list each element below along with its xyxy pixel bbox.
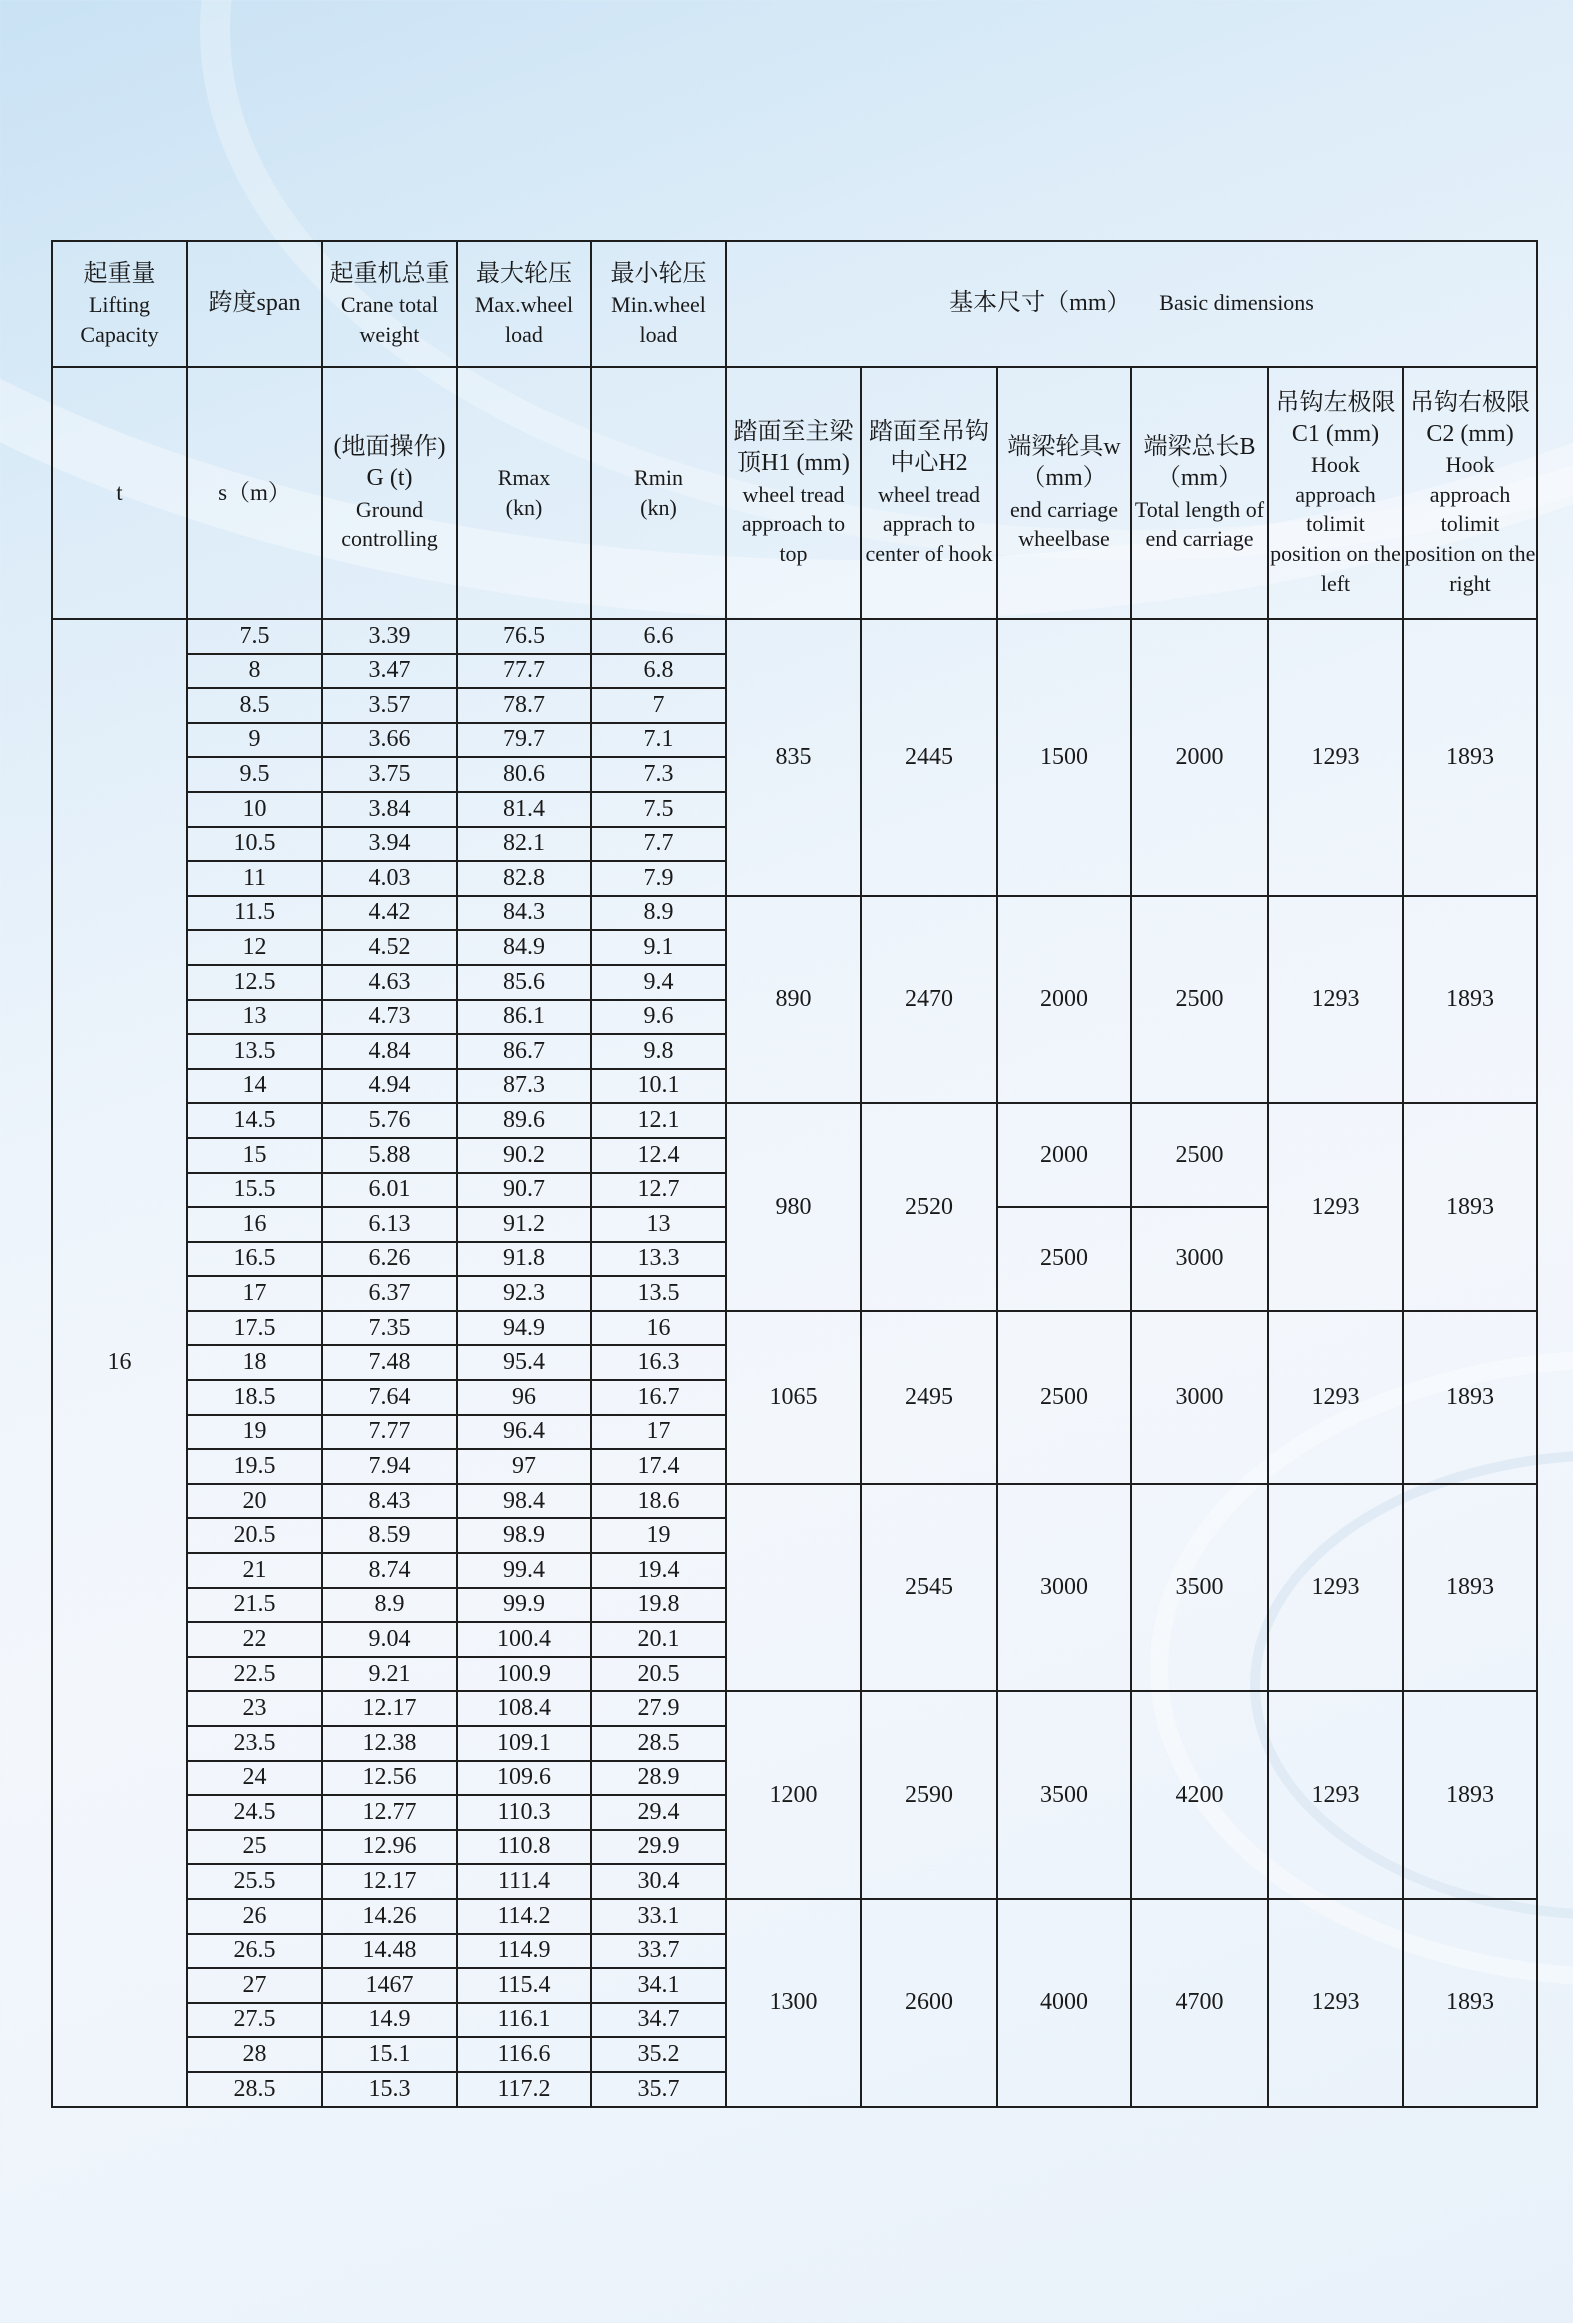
- span-cell: 12.5: [187, 965, 322, 1000]
- span-cell: 28.5: [187, 2072, 322, 2107]
- h1-value: 1200: [726, 1691, 861, 1899]
- span-cell: 19: [187, 1415, 322, 1450]
- rmax-cell: 82.8: [457, 861, 591, 896]
- weight-cell: 3.94: [322, 827, 457, 862]
- c1-value: 1293: [1268, 1103, 1403, 1311]
- rmin-cell: 17.4: [591, 1449, 726, 1484]
- basic-dimensions-en: Basic dimensions: [1159, 290, 1314, 316]
- rmax-cell: 80.6: [457, 757, 591, 792]
- c1-value: 1293: [1268, 619, 1403, 896]
- rmin-cell: 19.8: [591, 1588, 726, 1623]
- weight-cell: 3.84: [322, 792, 457, 827]
- span-cell: 15.5: [187, 1173, 322, 1208]
- rmax-cell: 91.8: [457, 1242, 591, 1277]
- c2-value: 1893: [1403, 619, 1537, 896]
- weight-cell: 8.9: [322, 1588, 457, 1623]
- span-cell: 22: [187, 1622, 322, 1657]
- rmax-cell: 79.7: [457, 723, 591, 758]
- rmin-cell: 7: [591, 688, 726, 723]
- rmin-cell: 10.1: [591, 1069, 726, 1104]
- span-cell: 28: [187, 2037, 322, 2072]
- span-cell: 20.5: [187, 1518, 322, 1553]
- rmax-cell: 82.1: [457, 827, 591, 862]
- weight-cell: 9.04: [322, 1622, 457, 1657]
- span-cell: 10: [187, 792, 322, 827]
- span-cell: 12: [187, 930, 322, 965]
- span-cell: 24: [187, 1761, 322, 1796]
- table-row: [52, 1899, 1537, 1934]
- b-value: 2500: [1131, 896, 1268, 1104]
- rmax-cell: 109.6: [457, 1761, 591, 1796]
- span-cell: 11: [187, 861, 322, 896]
- weight-cell: 8.43: [322, 1484, 457, 1519]
- w-value: 3000: [997, 1484, 1131, 1692]
- weight-cell: 4.94: [322, 1069, 457, 1104]
- c2-subheader: [1403, 367, 1537, 619]
- weight-subheader-zh: (地面操作) G (t): [333, 434, 446, 492]
- span-cell: 26.5: [187, 1934, 322, 1969]
- h2-zh: 踏面至吊钩中心H2: [869, 419, 989, 477]
- weight-cell: 6.26: [322, 1242, 457, 1277]
- rmin-cell: 35.7: [591, 2072, 726, 2107]
- span-cell: 16.5: [187, 1242, 322, 1277]
- w-value: 1500: [997, 619, 1131, 896]
- max-load-header-zh: 最大轮压: [476, 260, 572, 287]
- span-cell: 9: [187, 723, 322, 758]
- rmin-cell: 8.9: [591, 896, 726, 931]
- rmax-cell: 116.6: [457, 2037, 591, 2072]
- rmax-cell: 84.3: [457, 896, 591, 931]
- weight-cell: 3.57: [322, 688, 457, 723]
- span-cell: 19.5: [187, 1449, 322, 1484]
- table-row: [52, 1691, 1537, 1726]
- rmax-cell: 97: [457, 1449, 591, 1484]
- rmax-cell: 100.9: [457, 1657, 591, 1692]
- weight-cell: 4.63: [322, 965, 457, 1000]
- span-cell: 8.5: [187, 688, 322, 723]
- span-cell: 21.5: [187, 1588, 322, 1623]
- rmin-cell: 17: [591, 1415, 726, 1450]
- rmax-unit: (kn): [505, 495, 543, 520]
- c1-zh: 吊钩左极限C1 (mm): [1275, 389, 1396, 447]
- h1-value: 835: [726, 619, 861, 896]
- c1-subheader: [1268, 367, 1403, 619]
- max-load-header: [457, 241, 591, 367]
- h2-en: wheel tread apprach to center of hook: [865, 481, 993, 567]
- span-cell: 24.5: [187, 1795, 322, 1830]
- header-row: [52, 241, 1537, 367]
- span-cell: 7.5: [187, 619, 322, 654]
- b-value: 3500: [1131, 1484, 1268, 1692]
- weight-cell: 4.03: [322, 861, 457, 896]
- weight-cell: 12.96: [322, 1830, 457, 1865]
- h1-value: 980: [726, 1103, 861, 1311]
- table-row: [52, 1311, 1537, 1346]
- w-subheader: [997, 367, 1131, 619]
- b-subheader: [1131, 367, 1268, 619]
- rmin-cell: 16: [591, 1311, 726, 1346]
- rmin-label: Rmin: [634, 465, 683, 491]
- crane-spec-table: [51, 240, 1538, 2108]
- rmin-cell: 33.1: [591, 1899, 726, 1934]
- rmax-cell: 95.4: [457, 1345, 591, 1380]
- rmin-cell: 29.4: [591, 1795, 726, 1830]
- rmin-cell: 7.1: [591, 723, 726, 758]
- rmin-cell: 27.9: [591, 1691, 726, 1726]
- weight-cell: 3.75: [322, 757, 457, 792]
- rmax-cell: 110.8: [457, 1830, 591, 1865]
- b-value: 4200: [1131, 1691, 1268, 1899]
- rmin-cell: 18.6: [591, 1484, 726, 1519]
- rmin-cell: 7.3: [591, 757, 726, 792]
- rmax-cell: 86.7: [457, 1034, 591, 1069]
- weight-cell: 5.76: [322, 1103, 457, 1138]
- weight-cell: 14.9: [322, 2003, 457, 2038]
- table-row: [52, 1103, 1537, 1138]
- rmin-cell: 12.4: [591, 1138, 726, 1173]
- weight-cell: 12.56: [322, 1761, 457, 1796]
- span-header-zh: 跨度span: [208, 290, 301, 317]
- h1-value: 1300: [726, 1899, 861, 2107]
- rmax-cell: 77.7: [457, 654, 591, 689]
- rmin-cell: 33.7: [591, 1934, 726, 1969]
- w-en: end carriage wheelbase: [1009, 496, 1119, 552]
- weight-cell: 3.39: [322, 619, 457, 654]
- span-cell: 25: [187, 1830, 322, 1865]
- rmin-cell: 20.1: [591, 1622, 726, 1657]
- rmax-cell: 115.4: [457, 1968, 591, 2003]
- rmin-cell: 35.2: [591, 2037, 726, 2072]
- h1-subheader: [726, 367, 861, 619]
- basic-dimensions-zh: 基本尺寸（mm）: [949, 290, 1131, 317]
- weight-cell: 14.26: [322, 1899, 457, 1934]
- rmax-cell: 100.4: [457, 1622, 591, 1657]
- weight-subheader: [322, 367, 457, 619]
- rmax-cell: 117.2: [457, 2072, 591, 2107]
- rmin-cell: 9.8: [591, 1034, 726, 1069]
- min-load-header-en: Min.wheel load: [611, 291, 706, 347]
- rmin-cell: 28.9: [591, 1761, 726, 1796]
- b-en: Total length of end carriage: [1134, 496, 1265, 552]
- weight-cell: 9.21: [322, 1657, 457, 1692]
- h2-value: 2600: [861, 1899, 997, 2107]
- c2-value: 1893: [1403, 1103, 1537, 1311]
- b-value: 3000: [1131, 1311, 1268, 1484]
- span-cell: 18: [187, 1345, 322, 1380]
- rmax-cell: 99.4: [457, 1553, 591, 1588]
- span-cell: 14.5: [187, 1103, 322, 1138]
- weight-cell: 7.35: [322, 1311, 457, 1346]
- weight-cell: 15.1: [322, 2037, 457, 2072]
- span-cell: 17.5: [187, 1311, 322, 1346]
- h2-value: 2470: [861, 896, 997, 1104]
- weight-cell: 7.94: [322, 1449, 457, 1484]
- span-cell: 13: [187, 1000, 322, 1035]
- b-value: 3000: [1131, 1207, 1268, 1311]
- weight-cell: 3.66: [322, 723, 457, 758]
- span-cell: 21: [187, 1553, 322, 1588]
- span-unit: s（m）: [187, 367, 322, 619]
- rmin-cell: 20.5: [591, 1657, 726, 1692]
- h1-value: 890: [726, 896, 861, 1104]
- c1-value: 1293: [1268, 1899, 1403, 2107]
- weight-cell: 6.37: [322, 1276, 457, 1311]
- capacity-header-zh: 起重量: [83, 260, 156, 287]
- span-cell: 27: [187, 1968, 322, 2003]
- c2-value: 1893: [1403, 1484, 1537, 1692]
- rmax-cell: 84.9: [457, 930, 591, 965]
- b-value: 2000: [1131, 619, 1268, 896]
- rmax-cell: 98.9: [457, 1518, 591, 1553]
- rmin-cell: 19: [591, 1518, 726, 1553]
- rmax-cell: 111.4: [457, 1864, 591, 1899]
- rmax-cell: 110.3: [457, 1795, 591, 1830]
- h2-value: 2495: [861, 1311, 997, 1484]
- rmin-cell: 12.1: [591, 1103, 726, 1138]
- span-cell: 18.5: [187, 1380, 322, 1415]
- span-cell: 23: [187, 1691, 322, 1726]
- rmax-cell: 96: [457, 1380, 591, 1415]
- rmax-cell: 108.4: [457, 1691, 591, 1726]
- rmax-cell: 94.9: [457, 1311, 591, 1346]
- span-cell: 16: [187, 1207, 322, 1242]
- weight-cell: 7.77: [322, 1415, 457, 1450]
- rmax-cell: 109.1: [457, 1726, 591, 1761]
- basic-dimensions-header: [726, 241, 1537, 367]
- weight-cell: 5.88: [322, 1138, 457, 1173]
- rmin-cell: 7.7: [591, 827, 726, 862]
- b-value: 2500: [1131, 1103, 1268, 1207]
- weight-cell: 7.64: [322, 1380, 457, 1415]
- weight-cell: 8.59: [322, 1518, 457, 1553]
- rmin-cell: 34.7: [591, 2003, 726, 2038]
- weight-subheader-en: Ground controlling: [341, 496, 438, 552]
- c2-value: 1893: [1403, 1311, 1537, 1484]
- rmin-cell: 29.9: [591, 1830, 726, 1865]
- capacity-header: [52, 241, 187, 367]
- weight-cell: 1467: [322, 1968, 457, 2003]
- w-zh: 端梁轮具w（mm）: [1007, 434, 1121, 492]
- b-zh: 端梁总长B（mm）: [1143, 434, 1256, 492]
- weight-cell: 14.48: [322, 1934, 457, 1969]
- span-cell: 27.5: [187, 2003, 322, 2038]
- weight-cell: 12.77: [322, 1795, 457, 1830]
- w-value: 2000: [997, 896, 1131, 1104]
- c1-value: 1293: [1268, 1691, 1403, 1899]
- rmax-cell: 116.1: [457, 2003, 591, 2038]
- h1-value: 1065: [726, 1311, 861, 1484]
- h2-value: 2590: [861, 1691, 997, 1899]
- max-load-header-en: Max.wheel load: [474, 291, 574, 347]
- rmax-cell: 87.3: [457, 1069, 591, 1104]
- rmin-cell: 28.5: [591, 1726, 726, 1761]
- rmin-cell: 6.6: [591, 619, 726, 654]
- rmax-cell: 78.7: [457, 688, 591, 723]
- weight-cell: 6.13: [322, 1207, 457, 1242]
- c2-value: 1893: [1403, 1691, 1537, 1899]
- h2-subheader: [861, 367, 997, 619]
- weight-header-zh: 起重机总重: [329, 260, 450, 287]
- rmax-cell: 85.6: [457, 965, 591, 1000]
- rmin-cell: 12.7: [591, 1173, 726, 1208]
- rmax-cell: 96.4: [457, 1415, 591, 1450]
- span-cell: 8: [187, 654, 322, 689]
- c2-value: 1893: [1403, 1899, 1537, 2107]
- rmax-cell: 114.2: [457, 1899, 591, 1934]
- w-value: 2500: [997, 1207, 1131, 1311]
- rmin-unit: (kn): [640, 495, 677, 520]
- rmin-cell: 13: [591, 1207, 726, 1242]
- c1-value: 1293: [1268, 1484, 1403, 1692]
- span-cell: 15: [187, 1138, 322, 1173]
- rmax-cell: 114.9: [457, 1934, 591, 1969]
- span-cell: 22.5: [187, 1657, 322, 1692]
- h1-zh: 踏面至主梁顶H1 (mm): [733, 419, 854, 477]
- capacity-header-en: Lifting Capacity: [80, 291, 159, 347]
- table-row: [52, 896, 1537, 931]
- weight-cell: 4.84: [322, 1034, 457, 1069]
- rmax-cell: 90.7: [457, 1173, 591, 1208]
- weight-cell: 8.74: [322, 1553, 457, 1588]
- weight-cell: 4.73: [322, 1000, 457, 1035]
- rmin-cell: 30.4: [591, 1864, 726, 1899]
- capacity-value: 16: [52, 619, 187, 2107]
- rmin-cell: 9.6: [591, 1000, 726, 1035]
- w-value: 3500: [997, 1691, 1131, 1899]
- rmin-subheader: [591, 367, 726, 619]
- rmin-cell: 13.3: [591, 1242, 726, 1277]
- rmin-cell: 7.5: [591, 792, 726, 827]
- table-body: [52, 619, 1537, 2107]
- weight-cell: 12.17: [322, 1691, 457, 1726]
- h2-value: 2445: [861, 619, 997, 896]
- c2-zh: 吊钩右极限C2 (mm): [1410, 389, 1531, 447]
- weight-cell: 4.52: [322, 930, 457, 965]
- w-value: 2500: [997, 1311, 1131, 1484]
- span-header: [187, 241, 322, 367]
- h2-value: 2545: [861, 1484, 997, 1692]
- weight-cell: 4.42: [322, 896, 457, 931]
- table-row: [52, 619, 1537, 654]
- rmin-cell: 9.4: [591, 965, 726, 1000]
- span-cell: 10.5: [187, 827, 322, 862]
- subheader-row: [52, 367, 1537, 619]
- w-value: 4000: [997, 1899, 1131, 2107]
- weight-cell: 7.48: [322, 1345, 457, 1380]
- capacity-unit: t: [52, 367, 187, 619]
- c1-value: 1293: [1268, 1311, 1403, 1484]
- c2-en: Hook approach tolimit position on the right: [1404, 451, 1536, 596]
- rmax-cell: 91.2: [457, 1207, 591, 1242]
- weight-cell: 12.17: [322, 1864, 457, 1899]
- h1-en: wheel tread approach to top: [741, 481, 846, 567]
- h1-value: [726, 1484, 861, 1692]
- rmin-cell: 19.4: [591, 1553, 726, 1588]
- rmax-cell: 92.3: [457, 1276, 591, 1311]
- rmin-cell: 16.7: [591, 1380, 726, 1415]
- weight-cell: 12.38: [322, 1726, 457, 1761]
- span-cell: 11.5: [187, 896, 322, 931]
- c2-value: 1893: [1403, 896, 1537, 1104]
- span-cell: 9.5: [187, 757, 322, 792]
- rmax-cell: 98.4: [457, 1484, 591, 1519]
- c1-value: 1293: [1268, 896, 1403, 1104]
- rmin-cell: 16.3: [591, 1345, 726, 1380]
- table-row: [52, 1484, 1537, 1519]
- w-value: 2000: [997, 1103, 1131, 1207]
- weight-cell: 6.01: [322, 1173, 457, 1208]
- min-load-header-zh: 最小轮压: [610, 260, 707, 287]
- h2-value: 2520: [861, 1103, 997, 1311]
- span-cell: 23.5: [187, 1726, 322, 1761]
- rmax-cell: 99.9: [457, 1588, 591, 1623]
- rmin-cell: 13.5: [591, 1276, 726, 1311]
- rmax-cell: 86.1: [457, 1000, 591, 1035]
- weight-header-en: Crane total weight: [340, 291, 439, 347]
- b-value: 4700: [1131, 1899, 1268, 2107]
- span-cell: 20: [187, 1484, 322, 1519]
- c1-en: Hook approach tolimit position on the left: [1270, 451, 1401, 596]
- rmin-cell: 6.8: [591, 654, 726, 689]
- rmax-label: Rmax: [497, 465, 551, 491]
- rmax-cell: 89.6: [457, 1103, 591, 1138]
- span-cell: 25.5: [187, 1864, 322, 1899]
- rmax-cell: 81.4: [457, 792, 591, 827]
- min-load-header: [591, 241, 726, 367]
- rmax-cell: 90.2: [457, 1138, 591, 1173]
- rmin-cell: 34.1: [591, 1968, 726, 2003]
- span-cell: 14: [187, 1069, 322, 1104]
- span-cell: 13.5: [187, 1034, 322, 1069]
- rmax-cell: 76.5: [457, 619, 591, 654]
- span-cell: 17: [187, 1276, 322, 1311]
- weight-cell: 3.47: [322, 654, 457, 689]
- span-cell: 26: [187, 1899, 322, 1934]
- rmax-subheader: [457, 367, 591, 619]
- rmin-cell: 7.9: [591, 861, 726, 896]
- weight-header: [322, 241, 457, 367]
- rmin-cell: 9.1: [591, 930, 726, 965]
- weight-cell: 15.3: [322, 2072, 457, 2107]
